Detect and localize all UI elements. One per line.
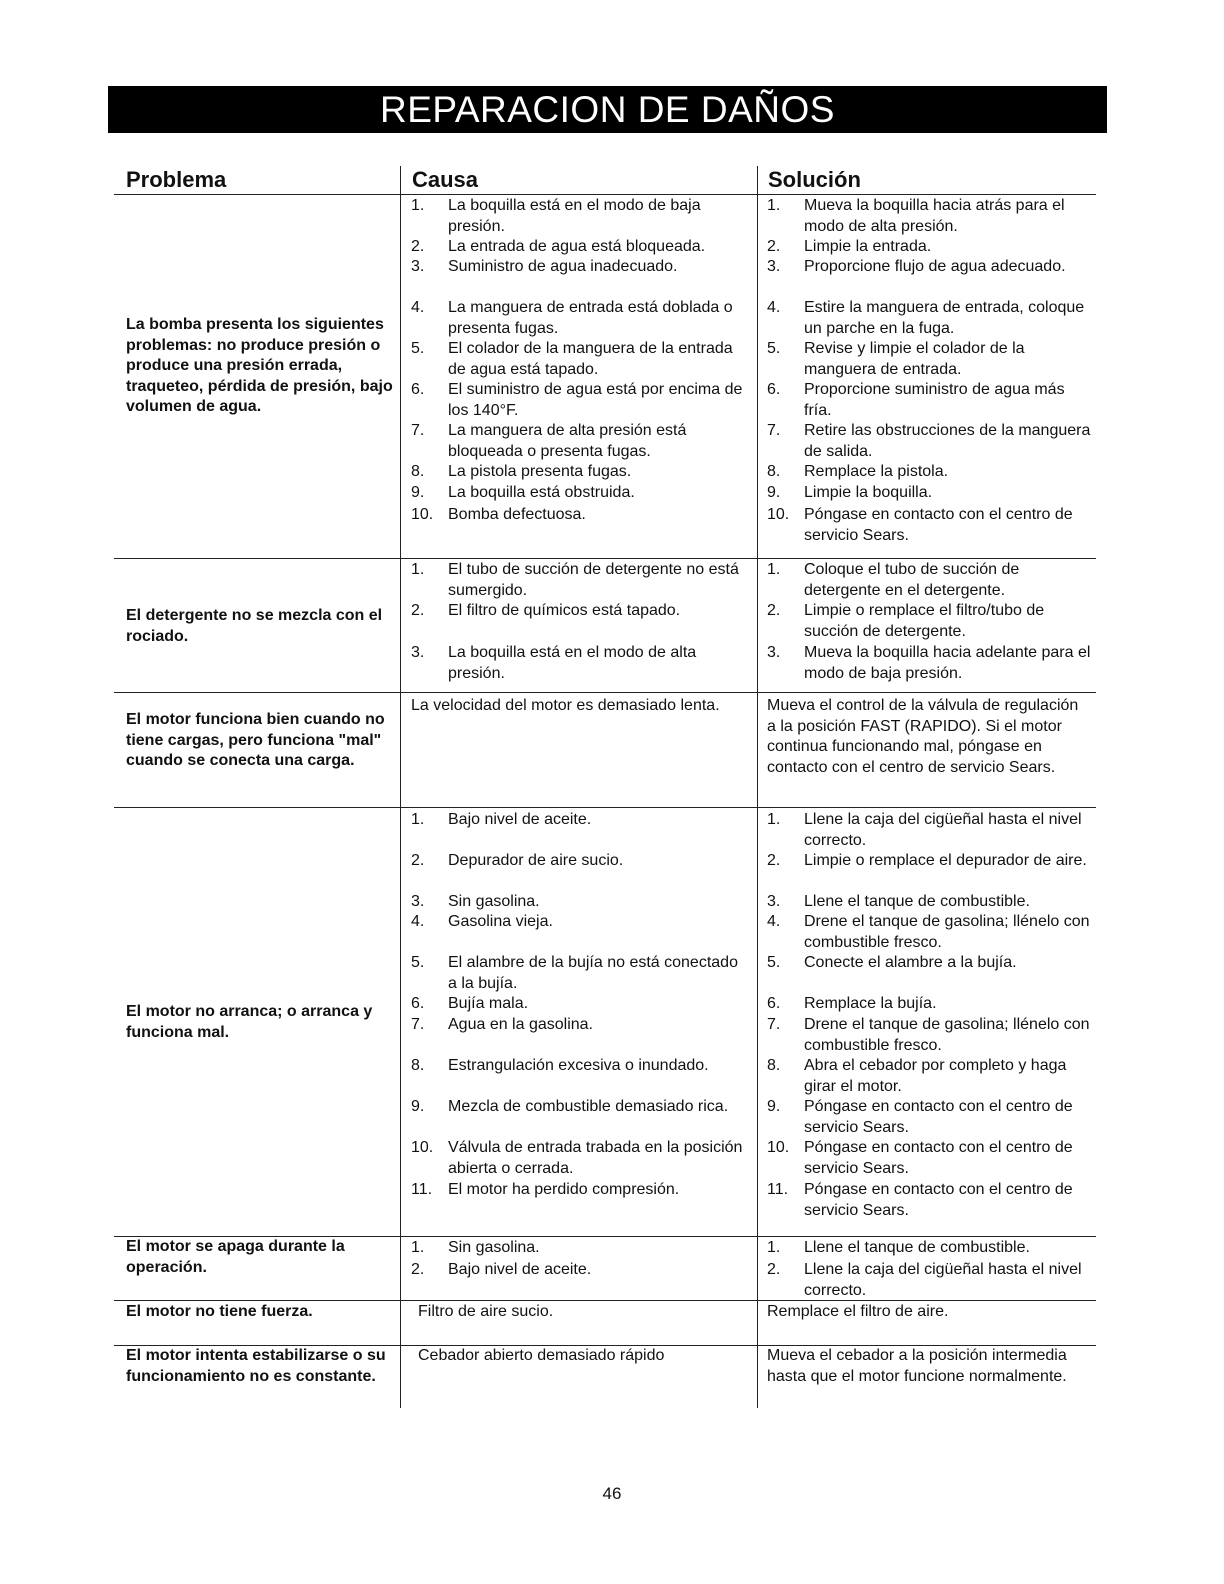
item-number: 4. <box>411 913 425 930</box>
item-text: Válvula de entrada trabada en la posición abierta o cerrada. <box>448 1139 743 1177</box>
item-text: Póngase en contacto con el centro de servicio Sears. <box>804 1098 1073 1136</box>
header-rule <box>114 194 1096 195</box>
item-text: La manguera de entrada está doblada o presenta fugas. <box>448 299 733 337</box>
item-number: 1. <box>411 197 425 214</box>
item-number: 1. <box>767 561 781 578</box>
item-number: 8. <box>767 463 781 480</box>
item-text: Remplace la pistola. <box>804 463 949 480</box>
item-text: Retire las obstrucciones de la manguera de salida. <box>804 422 1091 460</box>
item-text: Revise y limpie el colador de la manguera de entrada. <box>804 340 1025 378</box>
item-text: Suministro de agua inadecuado. <box>448 258 678 275</box>
item-number: 9. <box>411 1098 425 1115</box>
item-number: 3. <box>767 644 781 661</box>
item-number: 5. <box>411 954 425 971</box>
page-title-banner: REPARACION DE DAÑOS <box>108 86 1107 133</box>
solution-list <box>767 560 1095 690</box>
item-number: 2. <box>767 1261 781 1278</box>
problem-cell: El motor se apaga durante la operación. <box>126 1238 345 1276</box>
solution-text: Mueva el cebador a la posición intermedia hasta que el motor funcione normalmente. <box>767 1347 1067 1385</box>
item-text: Bujía mala. <box>448 995 529 1012</box>
item-number: 3. <box>411 893 425 910</box>
item-number: 7. <box>411 1016 425 1033</box>
item-text: Remplace la bujía. <box>804 995 937 1012</box>
cause-list <box>411 560 747 690</box>
item-number: 6. <box>411 995 425 1012</box>
item-text: Limpie la boquilla. <box>804 484 933 501</box>
item-number: 6. <box>767 995 781 1012</box>
item-number: 10. <box>767 506 790 523</box>
item-number: 2. <box>411 1261 425 1278</box>
item-text: Mueva la boquilla hacia atrás para el modo de alta presión. <box>804 197 1065 235</box>
item-number: 3. <box>767 258 781 275</box>
item-number: 9. <box>767 484 781 501</box>
item-text: Depurador de aire sucio. <box>448 852 624 869</box>
item-number: 5. <box>411 340 425 357</box>
item-text: El tubo de succión de detergente no está sumergido. <box>448 561 739 599</box>
item-number: 1. <box>767 197 781 214</box>
problem-cell: El motor no tiene fuerza. <box>126 1303 313 1320</box>
item-number: 3. <box>411 258 425 275</box>
header-problema: Problema <box>126 167 227 192</box>
header-causa: Causa <box>412 167 479 192</box>
item-number: 1. <box>767 1239 781 1256</box>
item-text: El colador de la manguera de la entrada de agua está tapado. <box>448 340 733 378</box>
item-number: 10. <box>411 1139 434 1156</box>
item-text: Bomba defectuosa. <box>448 506 586 523</box>
item-text: Coloque el tubo de succión de detergente en el detergente. <box>804 561 1020 599</box>
cause-list <box>411 196 747 556</box>
solution-list <box>767 1238 1095 1298</box>
item-number: 3. <box>767 893 781 910</box>
row-divider <box>114 807 1096 808</box>
column-divider-solucion <box>757 166 758 1408</box>
column-divider-causa <box>400 166 401 1408</box>
item-text: Gasolina vieja. <box>448 913 553 930</box>
cause-list <box>411 810 747 1230</box>
item-number: 6. <box>767 381 781 398</box>
item-text: Mueva la boquilla hacia adelante para el modo de baja presión. <box>804 644 1091 682</box>
item-text: Mezcla de combustible demasiado rica. <box>448 1098 729 1115</box>
item-number: 5. <box>767 954 781 971</box>
item-text: La boquilla está en el modo de baja presión. <box>448 197 701 235</box>
problem-cell: La bomba presenta los siguientes problemas: no produce presión o produce una presión errada, traqueteo, pérdida de presión, bajo volumen de agua. <box>126 316 393 415</box>
item-text: Llene el tanque de combustible. <box>804 1239 1030 1256</box>
item-text: El alambre de la bujía no está conectado a la bujía. <box>448 954 738 992</box>
item-number: 1. <box>411 1239 425 1256</box>
item-text: La entrada de agua está bloqueada. <box>448 238 706 255</box>
item-number: 8. <box>411 463 425 480</box>
item-text: La manguera de alta presión está bloqueada o presenta fugas. <box>448 422 687 460</box>
item-text: Bajo nivel de aceite. <box>448 1261 592 1278</box>
item-number: 2. <box>411 602 425 619</box>
item-number: 4. <box>767 299 781 316</box>
cause-text: Cebador abierto demasiado rápido <box>418 1347 665 1364</box>
item-text: El filtro de químicos está tapado. <box>448 602 681 619</box>
item-text: Póngase en contacto con el centro de servicio Sears. <box>804 1139 1073 1177</box>
item-text: Agua en la gasolina. <box>448 1016 593 1033</box>
item-number: 11. <box>767 1181 789 1198</box>
item-text: Llene la caja del cigüeñal hasta el nivel correcto. <box>804 1261 1082 1299</box>
row-divider <box>114 558 1096 559</box>
item-text: Proporcione suministro de agua más fría. <box>804 381 1065 419</box>
item-text: La pistola presenta fugas. <box>448 463 632 480</box>
item-number: 4. <box>767 913 781 930</box>
item-text: Póngase en contacto con el centro de servicio Sears. <box>804 506 1073 544</box>
item-text: El motor ha perdido compresión. <box>448 1181 680 1198</box>
item-number: 9. <box>411 484 425 501</box>
item-number: 2. <box>767 238 781 255</box>
page-number: 46 <box>602 1484 622 1503</box>
solution-list <box>767 810 1095 1230</box>
item-text: Abra el cebador por completo y haga girar el motor. <box>804 1057 1067 1095</box>
solution-text: Mueva el control de la válvula de regulación a la posición FAST (RAPIDO). Si el motor continua funcionando mal, póngase en contacto con el centro de servicio Sears. <box>767 697 1079 776</box>
item-text: Drene el tanque de gasolina; llénelo con combustible fresco. <box>804 913 1090 951</box>
solution-list <box>767 196 1095 556</box>
item-text: Estire la manguera de entrada, coloque un parche en la fuga. <box>804 299 1085 337</box>
cause-text: La velocidad del motor es demasiado lenta. <box>411 697 720 714</box>
item-number: 11. <box>411 1181 433 1198</box>
item-number: 7. <box>767 422 781 439</box>
item-number: 4. <box>411 299 425 316</box>
item-number: 8. <box>411 1057 425 1074</box>
item-number: 2. <box>411 852 425 869</box>
item-number: 10. <box>767 1139 790 1156</box>
item-number: 8. <box>767 1057 781 1074</box>
item-number: 9. <box>767 1098 781 1115</box>
item-text: Proporcione flujo de agua adecuado. <box>804 258 1066 275</box>
item-number: 2. <box>767 852 781 869</box>
item-text: Bajo nivel de aceite. <box>448 811 592 828</box>
item-number: 1. <box>411 561 425 578</box>
item-number: 1. <box>767 811 781 828</box>
problem-cell: El motor funciona bien cuando no tiene cargas, pero funciona "mal" cuando se conecta una carga. <box>126 711 385 769</box>
item-text: Póngase en contacto con el centro de servicio Sears. <box>804 1181 1073 1219</box>
problem-cell: El motor no arranca; o arranca y funciona mal. <box>126 1003 373 1041</box>
item-text: Llene la caja del cigüeñal hasta el nivel correcto. <box>804 811 1082 849</box>
problem-cell: El detergente no se mezcla con el rociado. <box>126 607 383 645</box>
item-text: Limpie la entrada. <box>804 238 932 255</box>
problem-cell: El motor intenta estabilizarse o su funcionamiento no es constante. <box>126 1347 386 1385</box>
item-number: 3. <box>411 644 425 661</box>
item-number: 2. <box>411 238 425 255</box>
item-text: Drene el tanque de gasolina; llénelo con combustible fresco. <box>804 1016 1090 1054</box>
cause-text: Filtro de aire sucio. <box>418 1303 554 1320</box>
item-text: Conecte el alambre a la bujía. <box>804 954 1017 971</box>
item-text: El suministro de agua está por encima de los 140°F. <box>448 381 743 419</box>
item-number: 1. <box>411 811 425 828</box>
item-text: Sin gasolina. <box>448 1239 540 1256</box>
item-number: 6. <box>411 381 425 398</box>
item-text: Llene el tanque de combustible. <box>804 893 1030 910</box>
item-text: La boquilla está en el modo de alta presión. <box>448 644 697 682</box>
item-text: La boquilla está obstruida. <box>448 484 635 501</box>
item-text: Limpie o remplace el depurador de aire. <box>804 852 1087 869</box>
row-divider <box>114 692 1096 693</box>
item-number: 7. <box>411 422 425 439</box>
header-solucion: Solución <box>768 167 861 192</box>
item-number: 7. <box>767 1016 781 1033</box>
item-text: Sin gasolina. <box>448 893 540 910</box>
item-number: 5. <box>767 340 781 357</box>
item-number: 10. <box>411 506 434 523</box>
item-text: Estrangulación excesiva o inundado. <box>448 1057 709 1074</box>
cause-list <box>411 1238 747 1298</box>
item-number: 2. <box>767 602 781 619</box>
solution-text: Remplace el filtro de aire. <box>767 1303 949 1320</box>
item-text: Limpie o remplace el filtro/tubo de succión de detergente. <box>804 602 1045 640</box>
